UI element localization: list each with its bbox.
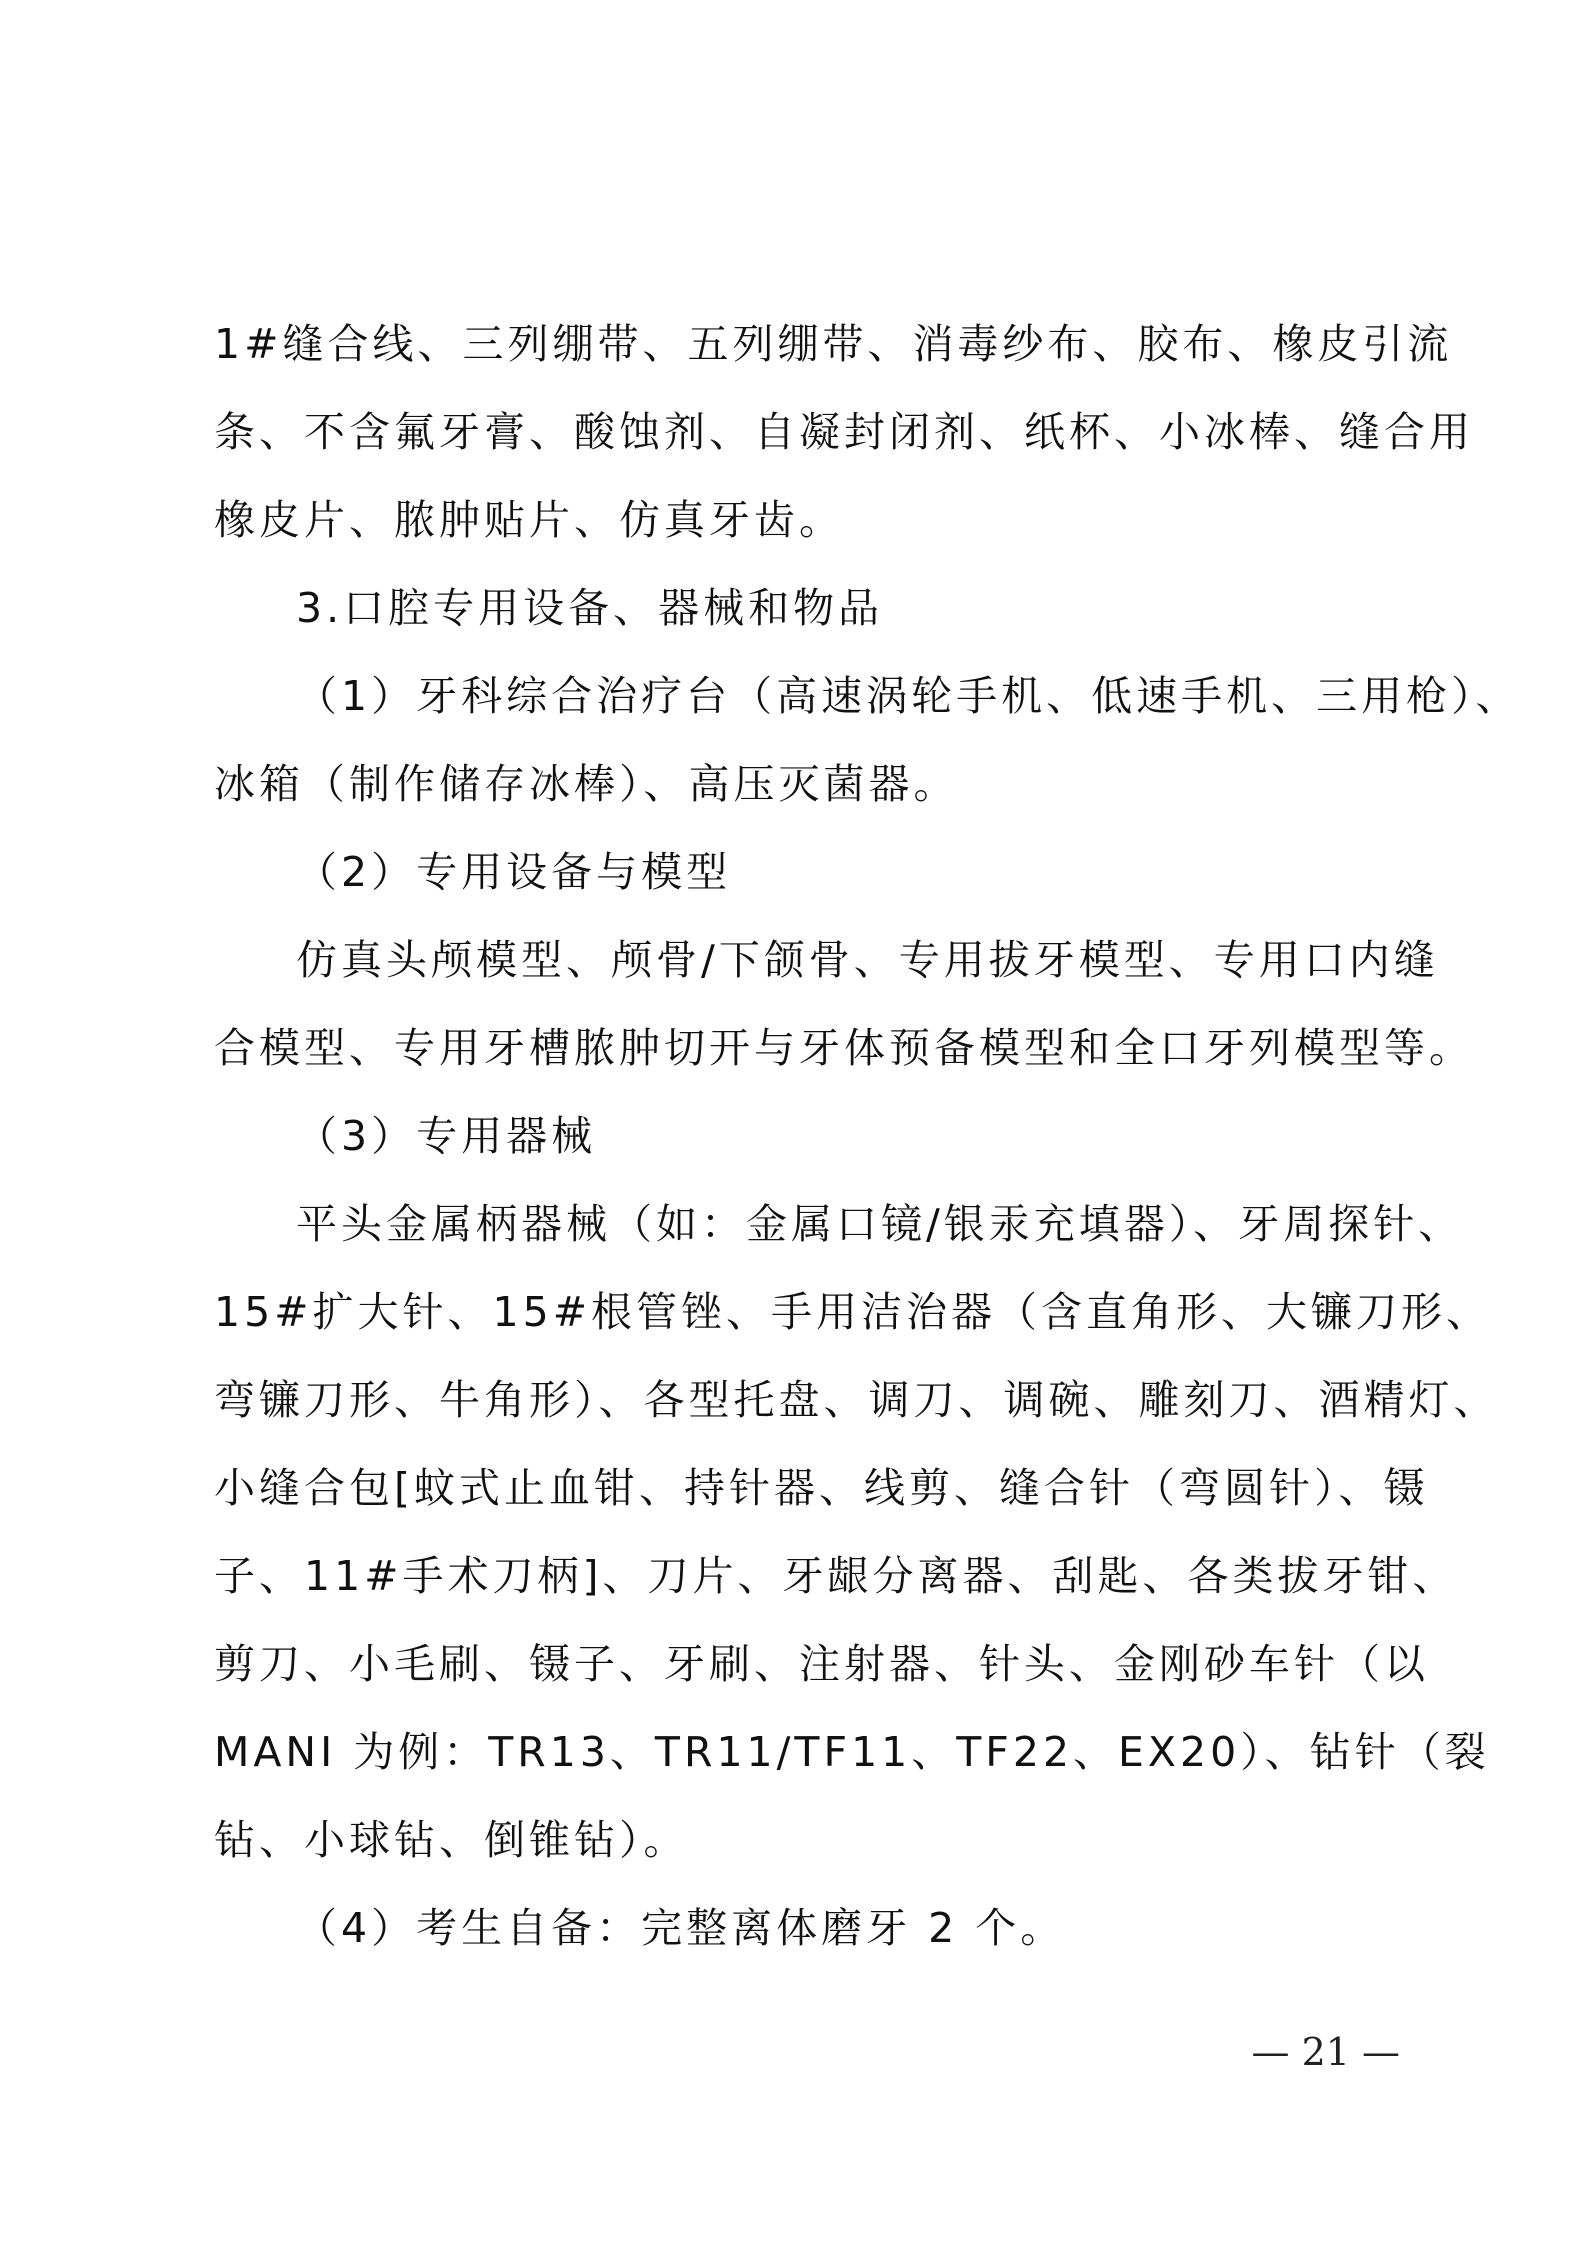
text-line: 合模型、专用牙槽脓肿切开与牙体预备模型和全口牙列模型等。 xyxy=(214,1024,1474,1072)
page-number: — 21 — xyxy=(1251,2030,1400,2074)
paragraph-item-3-body xyxy=(214,1180,1499,1884)
text-line: 1#缝合线、三列绷带、五列绷带、消毒纱布、胶布、橡皮引流 xyxy=(214,320,1453,368)
item-2-heading xyxy=(214,828,1394,916)
text-line: 子、11#手术刀柄]、刀片、牙龈分离器、刮匙、各类拔牙钳、 xyxy=(214,1552,1458,1600)
text-line: 弯镰刀形、牛角形）、各型托盘、调刀、调碗、雕刻刀、酒精灯、 xyxy=(214,1376,1499,1424)
text-line: 条、不含氟牙膏、酸蚀剂、自凝封闭剂、纸杯、小冰棒、缝合用 xyxy=(214,408,1474,456)
text-line: 15#扩大针、15#根管锉、手用洁治器（含直角形、大镰刀形、 xyxy=(214,1288,1492,1336)
text-line: （2）专用设备与模型 xyxy=(296,848,732,896)
paragraph-supplies-continued xyxy=(214,300,1474,564)
text-line: 钻、小球钻、倒锥钻）。 xyxy=(214,1816,689,1864)
document-body xyxy=(214,300,1521,1972)
text-line: 平头金属柄器械（如：金属口镜/银汞充填器）、牙周探针、 xyxy=(296,1200,1464,1248)
paragraph-item-2-body xyxy=(214,916,1474,1092)
text-line: 小缝合包[蚊式止血钳、持针器、线剪、缝合针（弯圆针）、镊 xyxy=(214,1464,1429,1512)
text-line: 剪刀、小毛刷、镊子、牙刷、注射器、针头、金刚砂车针（以 xyxy=(214,1640,1429,1688)
text-line: （3）专用器械 xyxy=(296,1112,597,1160)
paragraph-item-1 xyxy=(214,652,1521,828)
text-line: 3.口腔专用设备、器械和物品 xyxy=(296,584,884,632)
text-line: MANI 为例：TR13、TR11/TF11、TF22、EX20）、钻针（裂 xyxy=(214,1728,1490,1776)
text-line: （4）考生自备：完整离体磨牙 2 个。 xyxy=(296,1904,1066,1952)
text-line: 冰箱（制作储存冰棒）、高压灭菌器。 xyxy=(214,760,959,808)
section-3-heading xyxy=(214,564,1394,652)
item-3-heading xyxy=(214,1092,1394,1180)
text-line: （1）牙科综合治疗台（高速涡轮手机、低速手机、三用枪）、 xyxy=(296,672,1521,720)
paragraph-item-4 xyxy=(214,1884,1394,1972)
text-line: 仿真头颅模型、颅骨/下颌骨、专用拔牙模型、专用口内缝 xyxy=(296,936,1439,984)
text-line: 橡皮片、脓肿贴片、仿真牙齿。 xyxy=(214,496,844,544)
